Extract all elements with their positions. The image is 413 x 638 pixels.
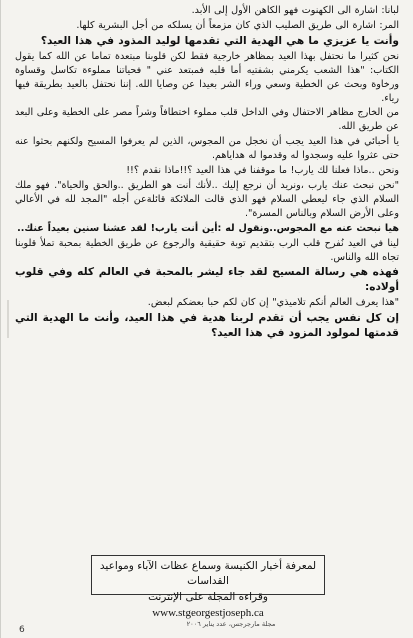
article-body [15,4,399,342]
paragraph-lebana: لبانا: اشارة الى الكهنوت فهو الكاهن الأول إلى الأبد. [191,5,399,16]
paragraph-magi: يا أحبائي في هذا العيد يجب أن نخجل من المجوس، الذين لم يعرفوا المسيح ولكنهم بحثوا عنه حتى عثروا عليه وسجدوا له وقدموا له هداياهم. [15,136,399,162]
website-info-prefix: وقراءة المجلة على الإنترنت [148,591,268,603]
paragraph-seek-with-magi: هيا نبحث عنه مع المجوس..ونقول له :أين أنت يارب! لقد عشنا سنين بعيداً عنك.. [17,222,399,234]
paragraph-seeking-lord: "نحن نبحث عنك يارب ،ونريد أن نرجع إليك ..لأنك أنت هو الطريق ..والحق والحياة". فهو ملك السلام الذي جاء ليعطي السلام فهو الذي قالت الملائكة قائلةعن أجله "المجد لله في الأعالي وعلى الأرض السلام وبالناس المسرة". [15,179,399,219]
paragraph-myrrh: المر: اشارة الى طريق الصليب الذي كان مزمعاً أن يسلكه من أجل البشرية كلها. [76,19,399,31]
website-info-line2 [92,589,324,621]
scan-mark [7,300,9,338]
page-number: 6 [19,625,25,635]
website-url[interactable]: www.stgeorgestjoseph.ca [152,607,264,619]
paragraph-external-celebration: نحن كثيرا ما نحتفل بهذا العيد بمظاهر خارجية فقط لكن قلوبنا مبتعدة تماما عن الله كما يقول الكتاب: "هذا الشعب يكرمني بشفتيه أما قلبه فمبتعد عني " فحياتنا مملوءة تكاسل وقساوة ورخاوة وبحث عن الخطية وسعي وراء الشر بعيدا عن وصايا الله. إننا نحتفل بالعيد بطريقة فيها رياء. [15,50,399,104]
website-info-line1: لمعرفة أخبار الكنيسة وسماع عظات الآباء ومواعيد القداسات [99,560,317,587]
paragraph-outside-inside: من الخارج مظاهر الاحتفال وفي الداخل قلب مملوء اختطافاً وشراً مصر على الخطية وعلى البعد عن طريق الله. [15,107,399,133]
paragraph-repentance: لينا في العيد نُفرح قلب الرب بتقديم توبة حقيقية والرجوع عن طريق الخطية بمحبة تملأ قلوبنا تجاه الله والناس. [15,237,399,263]
paragraph-message-of-christ: فهذه هي رسالة المسيح لقد جاء ليشر بالمحبة في العالم كله وفي قلوب أولاده: [15,266,399,294]
magazine-issue-line: مجلة مارجرجس، عدد يناير ٢٠٠٦ [186,620,276,628]
paragraph-question-gift: وأنت يا عزيزي ما هي الهدية التي تقدمها لوليد المذود في هذا العيد؟ [40,34,399,47]
paragraph-final-question: إن كل نفس يجب أن تقدم لربنا هدية في هذا العيد، وأنت ما الهدية التي قدمتها لمولود المزود في هذا العيد؟ [15,312,399,340]
website-info-box [91,555,325,619]
paragraph-what-did-we-do: ونحن ..ماذا فعلنا لك يارب! ما موقفنا في هذا العيد ؟!!ماذا نقدم ؟!! [126,165,399,177]
paragraph-quote-disciples: "هذا يعرف العالم أنكم تلاميذي" إن كان لكم حبا بعضكم لبعض. [147,297,399,309]
